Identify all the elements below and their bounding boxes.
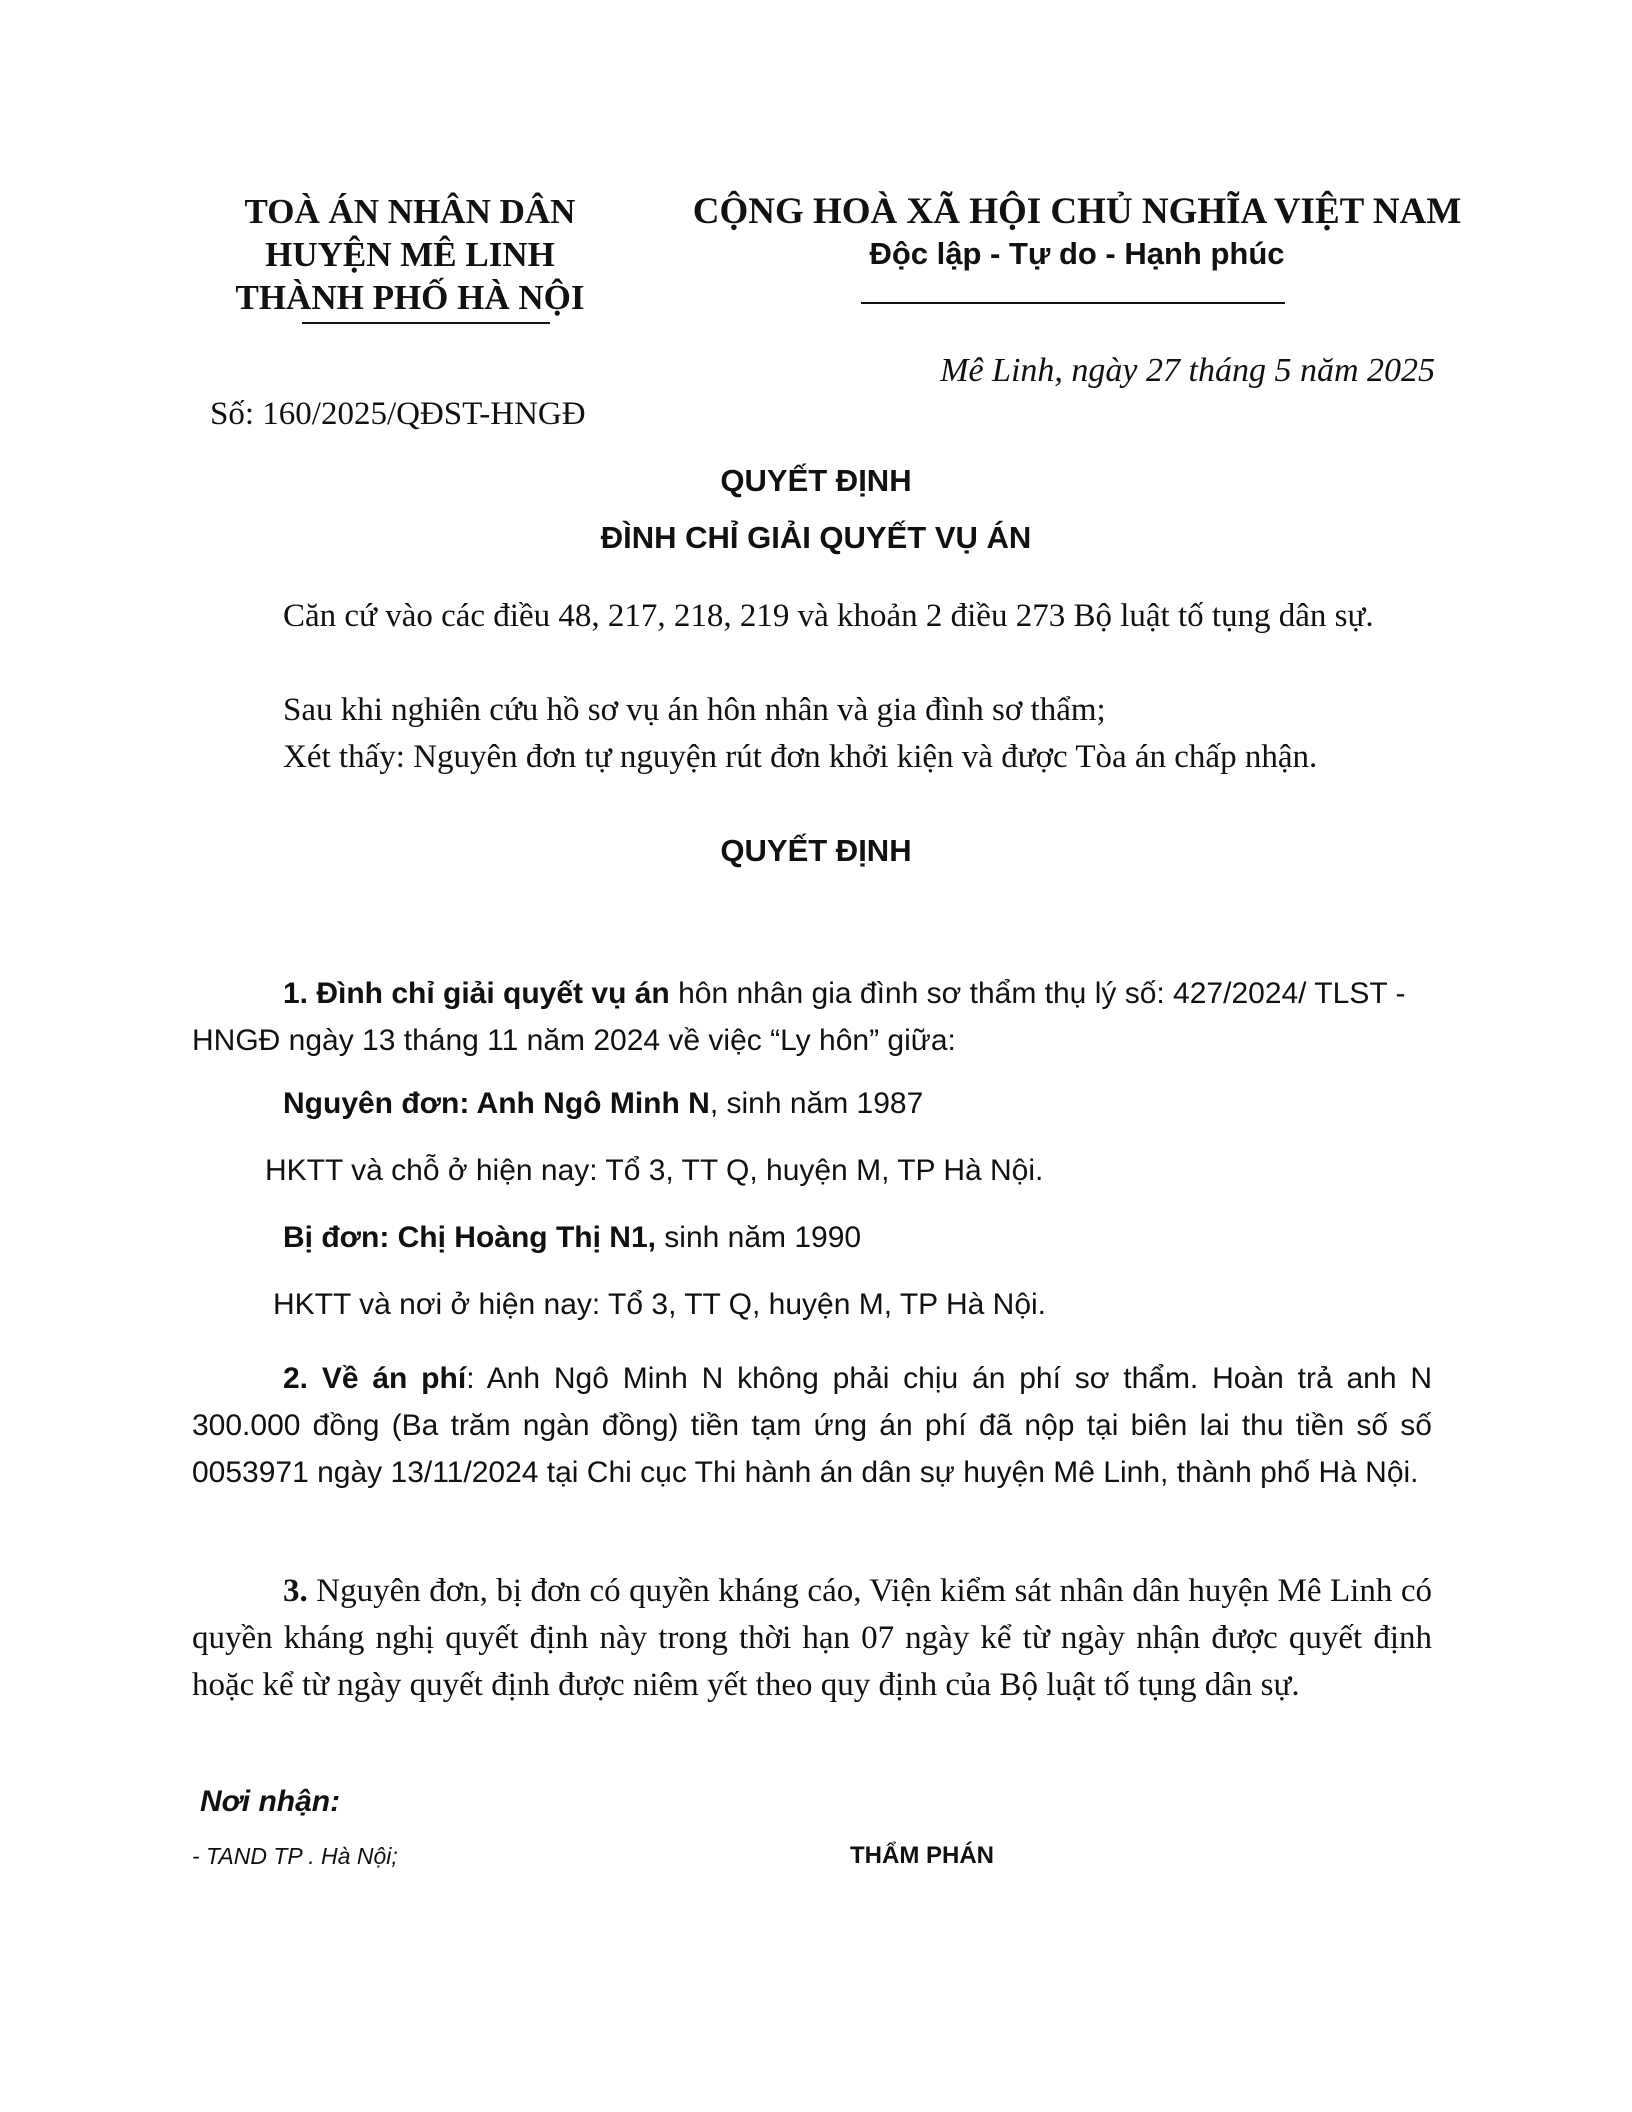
court-line-3: THÀNH PHỐ HÀ NỘI [235,278,585,317]
decision-item-3 [192,1568,1432,1709]
court-name [200,190,620,319]
defendant-info [283,1221,861,1255]
court-line-2: HUYỆN MÊ LINH [265,235,555,274]
basis-paragraph-3: Xét thấy: Nguyên đơn tự nguyện rút đơn khởi kiện và được Tòa án chấp nhận. [283,739,1318,775]
defendant-address: HKTT và nơi ở hiện nay: Tổ 3, TT Q, huyện M, TP Hà Nội. [273,1288,1047,1321]
basis-paragraph-1: Căn cứ vào các điều 48, 217, 218, 219 và khoản 2 điều 273 Bộ luật tố tụng dân sự. [283,598,1374,634]
document-title: QUYẾT ĐỊNH [720,463,912,498]
item-3-text: Nguyên đơn, bị đơn có quyền kháng cáo, Viện kiểm sát nhân dân huyện Mê Linh có quyền kháng nghị quyết định này trong thời hạn 07 ngày kể từ ngày nhận được quyết định hoặc kể từ ngày quyết định được niêm yết theo quy định của Bộ luật tố tụng dân sự. [192,1573,1432,1703]
court-line-1: TOÀ ÁN NHÂN DÂN [244,192,576,231]
court-underline [302,322,550,324]
item-1-heading: 1. Đình chỉ giải quyết vụ án [283,977,670,1010]
defendant-birth: sinh năm 1990 [655,1221,862,1254]
document-subtitle: ĐÌNH CHỈ GIẢI QUYẾT VỤ ÁN [600,520,1032,555]
plaintiff-birth: , sinh năm 1987 [709,1087,924,1120]
document-number: Số: 160/2025/QĐST-HNGĐ [210,396,586,432]
national-motto: Độc lập - Tự do - Hạnh phúc [869,236,1285,271]
decision-item-1 [192,970,1432,1064]
motto-underline [861,302,1285,304]
judge-title: THẨM PHÁN [850,1842,994,1869]
nation-title: CỘNG HOÀ XÃ HỘI CHỦ NGHĨA VIỆT NAM [692,191,1462,232]
item-3-heading: 3. [283,1573,308,1609]
plaintiff-label: Nguyên đơn: Anh Ngô Minh N [283,1087,710,1120]
basis-paragraph-2: Sau khi nghiên cứu hồ sơ vụ án hôn nhân và gia đình sơ thẩm; [283,692,1106,728]
item-1-text: hôn nhân gia đình sơ thẩm thụ lý số: 427/2024/ TLST - HNGĐ ngày 13 tháng 11 năm 2024 về việc “Ly hôn” giữa: [192,977,1406,1057]
item-2-text: : Anh Ngô Minh N không phải chịu án phí sơ thẩm. Hoàn trả anh N 300.000 đồng (Ba trăm ngàn đồng) tiền tạm ứng án phí đã nộp tại biên lai thu tiền số số 0053971 ngày 13/11/2024 tại Chi cục Thi hành án dân sự huyện Mê Linh, thành phố Hà Nội. [192,1362,1432,1489]
decision-item-2 [192,1355,1432,1496]
issue-date: Mê Linh, ngày 27 tháng 5 năm 2025 [940,352,1435,389]
plaintiff-address: HKTT và chỗ ở hiện nay: Tổ 3, TT Q, huyện M, TP Hà Nội. [265,1154,1044,1187]
defendant-label: Bị đơn: Chị Hoàng Thị N1, [283,1221,656,1254]
recipient-item: - TAND TP . Hà Nội; [192,1843,398,1869]
plaintiff-info [283,1087,923,1121]
recipients-title: Nơi nhận: [200,1785,341,1818]
item-2-heading: 2. Về án phí [283,1362,467,1395]
decision-heading: QUYẾT ĐỊNH [720,833,912,868]
